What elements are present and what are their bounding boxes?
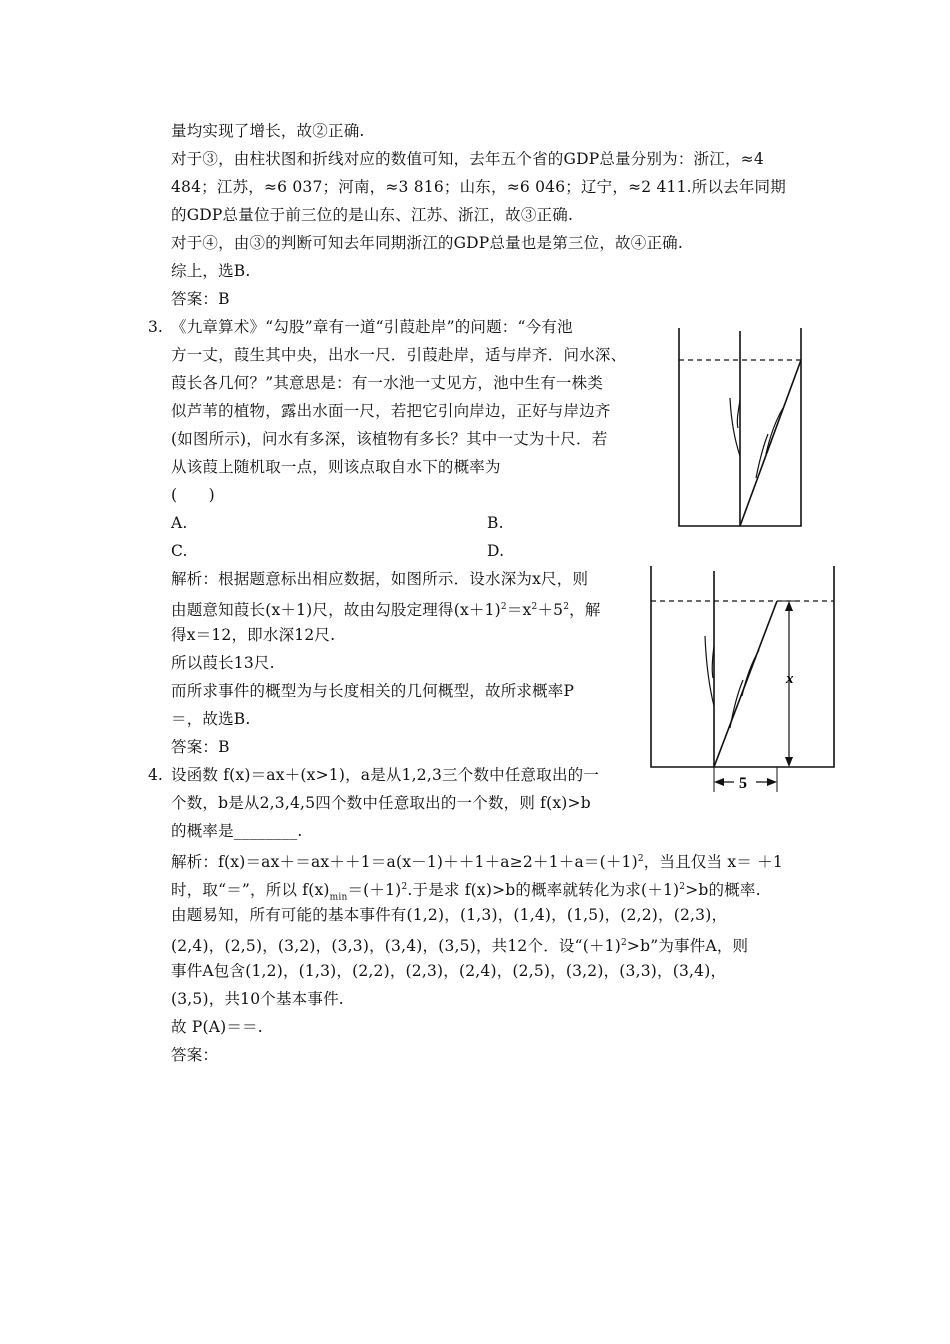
q4-number: 4. [148, 766, 163, 784]
p2-line-5: 对于④，由③的判断可知去年同期浙江的GDP总量也是第三位，故④正确. [171, 234, 683, 252]
q3-line-4: 似芦苇的植物，露出水面一尺，若把它引向岸边，正好与岸边齐 [171, 402, 611, 420]
p2-line-2: 对于③，由柱状图和折线对应的数值可知，去年五个省的GDP总量分别为：浙江，≈4 [171, 150, 764, 168]
q3-figure-pond [676, 328, 806, 530]
q4-line-2: 个数，b是从2,3,4,5四个数中任意取出的一个数，则 f(x)>b [171, 794, 591, 812]
q3-solution-2: 由题意知葭长(x＋1)尺，故由勾股定理得$(x+1)^2=x^2+5^2$，解 [171, 601, 601, 620]
q3-solution-3: 得x＝12，即水深12尺. [171, 626, 336, 644]
q3-blank: ( ) [171, 486, 215, 504]
p2-line-4: 的GDP总量位于前三位的是山东、江苏、浙江，故③正确. [171, 206, 574, 224]
q3-number: 3. [148, 318, 163, 336]
q4-solution-1: 解析：$f(x)=ax+=ax++1=a(x-1)++1+a\ge 2+1+a=(+1)^2$，当且仅当 x＝ ＋1 [171, 853, 783, 872]
q3-option-a: A. [171, 514, 188, 532]
p2-answer: 答案：B [171, 290, 230, 308]
q4-solution-2: 时，取“＝”，所以 $f(x)_{min}=(+1)^2$.于是求 f(x)>b的概率就转化为求$(+1)^2>b$的概率. [171, 881, 761, 903]
q3-line-3: 葭长各几何？”其意思是：有一水池一丈见方，池中生有一株类 [171, 374, 604, 392]
q3-answer: 答案：B [171, 738, 230, 756]
q3-option-d: D. [487, 542, 505, 560]
q4-solution-3: 由题易知，所有可能的基本事件有(1,2)，(1,3)，(1,4)，(1,5)，(2,2)，(2,3)， [171, 906, 728, 924]
q3-solution-4: 所以葭长13尺. [171, 654, 275, 672]
q4-solution-5: 事件A包含(1,2)，(1,3)，(2,2)，(2,3)，(2,4)，(2,5)，(3,2)，(3,3)，(3,4)， [171, 962, 727, 980]
q4-solution-6: (3,5)，共10个基本事件. [171, 990, 344, 1008]
q3-solution-5: 而所求事件的概型为与长度相关的几何概型，故所求概率P [171, 682, 575, 700]
q4-line-1: 设函数 f(x)＝ax＋(x>1)，a是从1,2,3三个数中任意取出的一 [171, 766, 600, 784]
q3-line-1: 《九章算术》“勾股”章有一道“引葭赴岸”的问题：“今有池 [171, 318, 573, 336]
q4-solution-7: 故 P(A)＝＝. [171, 1018, 263, 1036]
figure-label-5: 5 [739, 775, 747, 792]
q3-line-5: (如图所示)，问水有多深，该植物有多长？其中一丈为十尺．若 [171, 430, 608, 448]
q4-solution-4: (2,4)，(2,5)，(3,2)，(3,3)，(3,4)，(3,5)，共12个．设“$(+1)^2>b$”为事件A，则 [171, 937, 749, 956]
p2-line-6: 综上，选B. [171, 262, 251, 280]
q3-line-2: 方一丈，葭生其中央，出水一尺．引葭赴岸，适与岸齐．问水深、 [171, 346, 627, 364]
q3-figure-solution [648, 566, 842, 796]
q4-line-3: 的概率是________. [171, 822, 303, 840]
q3-solution-1: 解析：根据题意标出相应数据，如图所示．设水深为x尺，则 [171, 570, 589, 588]
p2-line-3: 484；江苏，≈6 037；河南，≈3 816；山东，≈6 046；辽宁，≈2 411.所以去年同期 [171, 178, 786, 196]
q3-option-c: C. [171, 542, 188, 560]
q3-solution-6: ＝，故选B. [171, 710, 251, 728]
q3-line-6: 从该葭上随机取一点，则该点取自水下的概率为 [171, 458, 501, 476]
figure-label-x: x [786, 671, 794, 687]
q3-option-b: B. [487, 514, 504, 532]
q4-answer: 答案： [171, 1046, 219, 1064]
p2-line-1: 量均实现了增长，故②正确. [171, 122, 365, 140]
